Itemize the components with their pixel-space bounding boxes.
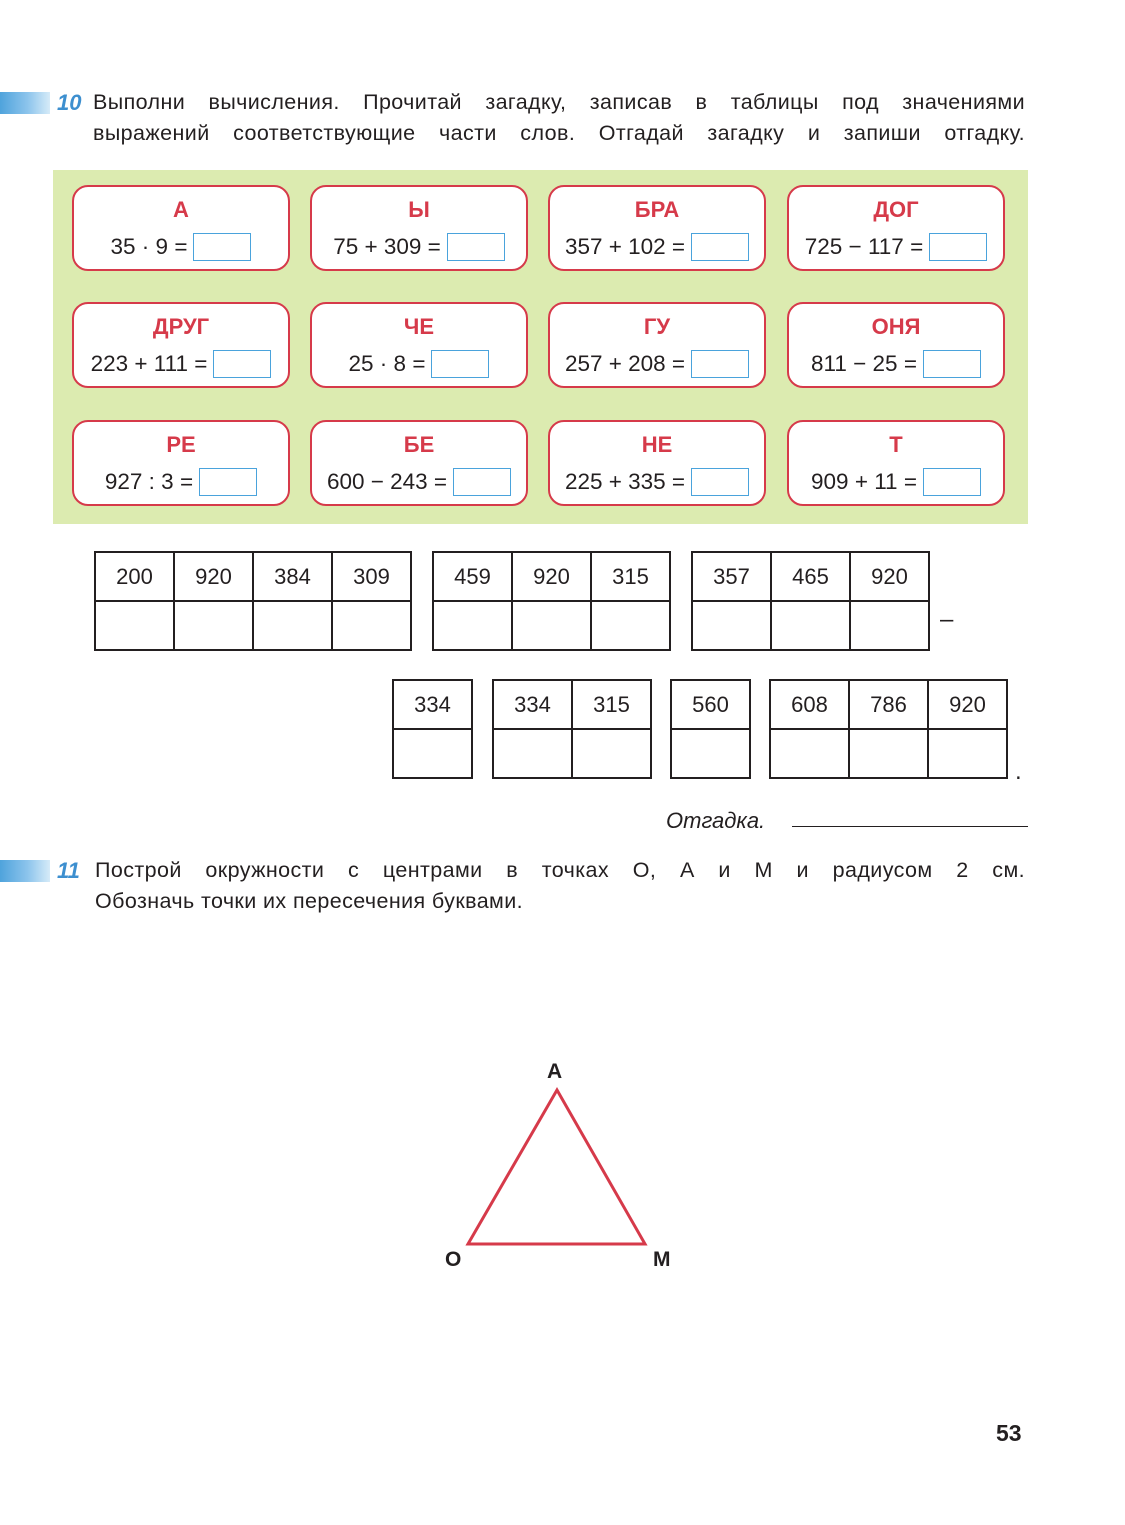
value-cell: 560 <box>671 680 750 729</box>
expression-text: 357 + 102 = <box>564 234 686 259</box>
value-cell: 920 <box>174 552 253 601</box>
task-10-line-1: Выполни вычисления. Прочитай загадку, записав в таблицы под значениями <box>93 90 1025 114</box>
word-part: НЕ <box>641 432 673 457</box>
point-m-label: М <box>653 1248 671 1271</box>
task-11-number: 11 <box>57 858 80 883</box>
word-part: БРА <box>634 197 680 222</box>
value-cell: 920 <box>850 552 929 601</box>
expression-text: 223 + 111 = <box>90 351 208 376</box>
expression-text: 600 − 243 = <box>326 469 448 494</box>
value-cell: 309 <box>332 552 411 601</box>
expression-text: 257 + 208 = <box>564 351 686 376</box>
word-part: ОНЯ <box>871 314 921 339</box>
word-part: Т <box>889 432 903 457</box>
word-part: ЧЕ <box>403 314 435 339</box>
value-cell: 315 <box>572 680 651 729</box>
value-cell: 334 <box>393 680 472 729</box>
point-o-label: О <box>445 1248 462 1271</box>
value-cell: 200 <box>95 552 174 601</box>
word-part: РЕ <box>166 432 196 457</box>
point-a-label: А <box>547 1060 563 1083</box>
word-part: ГУ <box>643 314 671 339</box>
task-10-number: 10 <box>57 90 82 115</box>
value-cell: 608 <box>770 680 849 729</box>
expression-text: 25 · 8 = <box>348 351 426 376</box>
task-11-line-1: Построй окружности с центрами в точках О, А и М и радиусом 2 см. <box>95 858 1025 882</box>
value-cell: 920 <box>928 680 1007 729</box>
value-cell: 384 <box>253 552 332 601</box>
value-cell: 920 <box>512 552 591 601</box>
word-part: ДОГ <box>873 197 919 222</box>
expression-text: 909 + 11 = <box>811 469 917 494</box>
triangle-shape <box>468 1090 645 1244</box>
value-cell: 465 <box>771 552 850 601</box>
expression-text: 225 + 335 = <box>564 469 686 494</box>
expression-text: 927 : 3 = <box>104 469 194 494</box>
expression-text: 811 − 25 = <box>811 351 917 376</box>
word-part: Ы <box>408 197 430 222</box>
value-cell: 334 <box>493 680 572 729</box>
expression-text: 35 · 9 = <box>110 234 188 259</box>
expression-text: 75 + 309 = <box>333 234 441 259</box>
expression-text: 725 − 117 = <box>804 234 924 259</box>
value-cell: 315 <box>591 552 670 601</box>
page-number: 53 <box>996 1420 1022 1446</box>
word-part: ДРУГ <box>152 314 210 339</box>
hyphen-mark: – <box>940 606 954 633</box>
task-10-line-2: выражений соответствующие части слов. Отгадай загадку и запиши отгадку. <box>93 121 1025 145</box>
value-cell: 459 <box>433 552 512 601</box>
word-part: А <box>173 197 189 222</box>
task-11-line-2: Обозначь точки их пересечения буквами. <box>95 889 524 913</box>
value-cell: 357 <box>692 552 771 601</box>
period-mark: . <box>1015 758 1022 785</box>
word-part: БЕ <box>403 432 435 457</box>
value-cell: 786 <box>849 680 928 729</box>
answer-label: Отгадка. <box>666 808 766 833</box>
